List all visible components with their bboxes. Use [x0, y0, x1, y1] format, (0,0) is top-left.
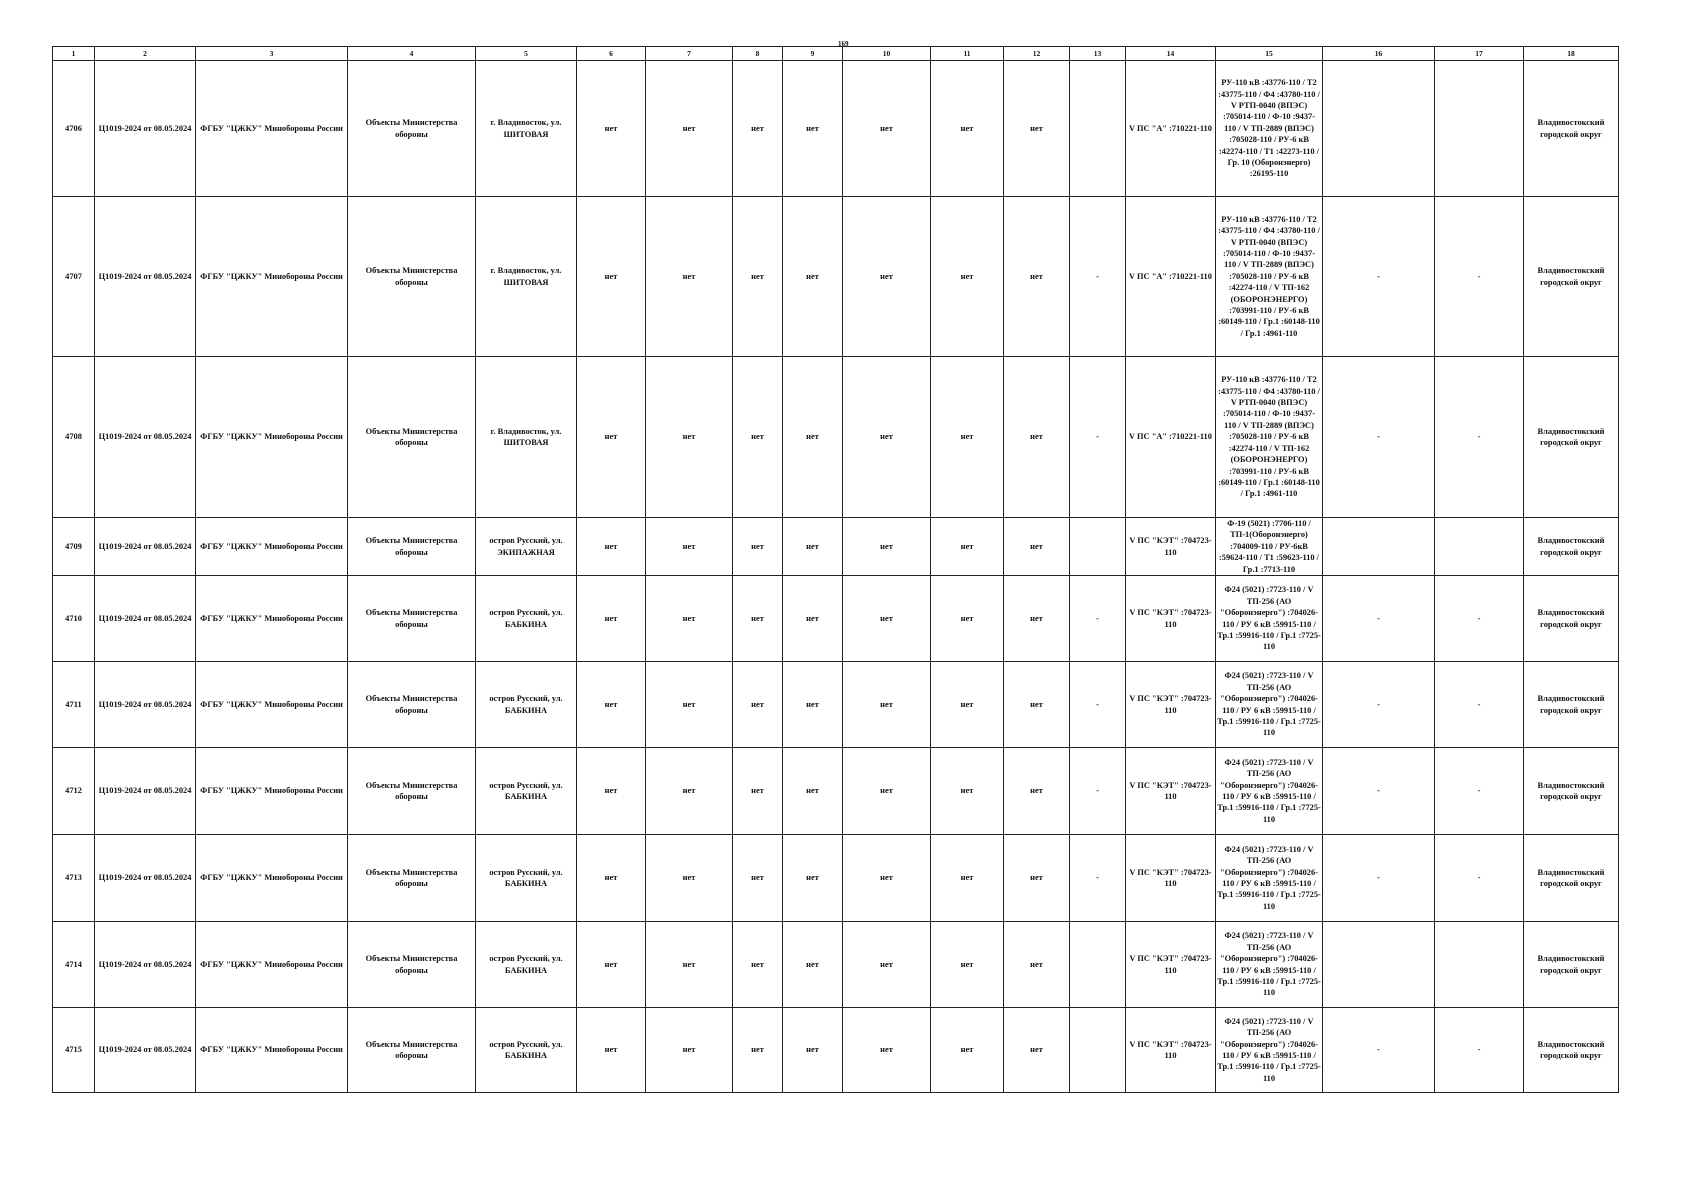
col16-cell: - [1323, 748, 1435, 835]
substation-cell: V ПС "А" :710221-110 [1126, 61, 1216, 197]
organization-cell: ФГБУ "ЦЖКУ" Минобороны России [196, 1008, 348, 1093]
col10-cell: нет [843, 197, 931, 357]
substation-cell: V ПС "А" :710221-110 [1126, 357, 1216, 518]
district-cell: Владивостокский городской округ [1524, 835, 1619, 922]
col11-cell: нет [931, 922, 1004, 1008]
row-number: 4707 [53, 197, 95, 357]
contract-cell: Ц1019-2024 от 08.05.2024 [95, 518, 196, 576]
col13-cell [1070, 922, 1126, 1008]
col17-cell: - [1435, 662, 1524, 748]
col12-cell: нет [1004, 197, 1070, 357]
col11-cell: нет [931, 576, 1004, 662]
col9-cell: нет [783, 922, 843, 1008]
address-cell: остров Русский, ул. БАБКИНА [476, 576, 577, 662]
col6-cell: нет [577, 1008, 646, 1093]
organization-cell: ФГБУ "ЦЖКУ" Минобороны России [196, 748, 348, 835]
col7-cell: нет [646, 1008, 733, 1093]
column-header-2: 2 [95, 47, 196, 61]
col6-cell: нет [577, 835, 646, 922]
col16-cell: - [1323, 835, 1435, 922]
address-cell: остров Русский, ул. БАБКИНА [476, 662, 577, 748]
col8-cell: нет [733, 357, 783, 518]
page-number: 169 [838, 40, 849, 48]
row-number: 4714 [53, 922, 95, 1008]
district-cell: Владивостокский городской округ [1524, 748, 1619, 835]
col17-cell: - [1435, 197, 1524, 357]
table-row [53, 357, 1619, 518]
organization-cell: ФГБУ "ЦЖКУ" Минобороны России [196, 662, 348, 748]
contract-cell: Ц1019-2024 от 08.05.2024 [95, 748, 196, 835]
column-header-15: 15 [1216, 47, 1323, 61]
column-header-14: 14 [1126, 47, 1216, 61]
col17-cell [1435, 518, 1524, 576]
col17-cell: - [1435, 1008, 1524, 1093]
col6-cell: нет [577, 748, 646, 835]
col11-cell: нет [931, 748, 1004, 835]
col13-cell: - [1070, 197, 1126, 357]
col16-cell [1323, 922, 1435, 1008]
district-cell: Владивостокский городской округ [1524, 1008, 1619, 1093]
address-cell: остров Русский, ул. ЭКИПАЖНАЯ [476, 518, 577, 576]
contract-cell: Ц1019-2024 от 08.05.2024 [95, 662, 196, 748]
col16-cell: - [1323, 662, 1435, 748]
object-cell: Объекты Министерства обороны [348, 1008, 476, 1093]
col11-cell: нет [931, 197, 1004, 357]
row-number: 4713 [53, 835, 95, 922]
col10-cell: нет [843, 662, 931, 748]
row-number: 4710 [53, 576, 95, 662]
organization-cell: ФГБУ "ЦЖКУ" Минобороны России [196, 518, 348, 576]
col7-cell: нет [646, 357, 733, 518]
address-cell: остров Русский, ул. БАБКИНА [476, 922, 577, 1008]
column-header-13: 13 [1070, 47, 1126, 61]
object-cell: Объекты Министерства обороны [348, 922, 476, 1008]
object-cell: Объекты Министерства обороны [348, 835, 476, 922]
col8-cell: нет [733, 61, 783, 197]
district-cell: Владивостокский городской округ [1524, 518, 1619, 576]
col6-cell: нет [577, 576, 646, 662]
object-cell: Объекты Министерства обороны [348, 61, 476, 197]
col12-cell: нет [1004, 576, 1070, 662]
district-cell: Владивостокский городской округ [1524, 922, 1619, 1008]
organization-cell: ФГБУ "ЦЖКУ" Минобороны России [196, 835, 348, 922]
column-header-5: 5 [476, 47, 577, 61]
district-cell: Владивостокский городской округ [1524, 576, 1619, 662]
registry-table [52, 46, 1619, 1093]
address-cell: г. Владивосток, ул. ШИТОВАЯ [476, 61, 577, 197]
col16-cell: - [1323, 576, 1435, 662]
col10-cell: нет [843, 748, 931, 835]
col17-cell: - [1435, 835, 1524, 922]
object-cell: Объекты Министерства обороны [348, 197, 476, 357]
col16-cell: - [1323, 197, 1435, 357]
col9-cell: нет [783, 1008, 843, 1093]
col16-cell: - [1323, 357, 1435, 518]
column-header-3: 3 [196, 47, 348, 61]
col17-cell: - [1435, 748, 1524, 835]
route-cell: Ф24 (5021) :7723-110 / V ТП-256 (АО "Оборонэнерго") :704026-110 / РУ 6 кВ :59915-110 / Тр.1 :59916-110 / Гр.1 :7725-110 [1216, 576, 1323, 662]
col12-cell: нет [1004, 61, 1070, 197]
substation-cell: V ПС "А" :710221-110 [1126, 197, 1216, 357]
col9-cell: нет [783, 518, 843, 576]
table-row [53, 61, 1619, 197]
col12-cell: нет [1004, 748, 1070, 835]
column-header-9: 9 [783, 47, 843, 61]
col10-cell: нет [843, 357, 931, 518]
column-header-16: 16 [1323, 47, 1435, 61]
organization-cell: ФГБУ "ЦЖКУ" Минобороны России [196, 197, 348, 357]
col8-cell: нет [733, 197, 783, 357]
organization-cell: ФГБУ "ЦЖКУ" Минобороны России [196, 576, 348, 662]
col12-cell: нет [1004, 835, 1070, 922]
column-header-18: 18 [1524, 47, 1619, 61]
column-header-4: 4 [348, 47, 476, 61]
col13-cell: - [1070, 662, 1126, 748]
route-cell: РУ-110 кВ :43776-110 / Т2 :43775-110 / Ф4 :43780-110 / V РТП-0040 (ВПЭС) :705014-110 / Ф-10 :9437-110 / V ТП-2889 (ВПЭС) :705028-110 / РУ-6 кВ :42274-110 / V ТП-162 (ОБОРОНЭНЕРГО) :703991-110 / РУ-6 кВ :60149-110 / Гр.1 :60148-110 / Гр.1 :4961-110 [1216, 197, 1323, 357]
col11-cell: нет [931, 518, 1004, 576]
address-cell: остров Русский, ул. БАБКИНА [476, 835, 577, 922]
col17-cell: - [1435, 576, 1524, 662]
column-header-11: 11 [931, 47, 1004, 61]
col16-cell [1323, 61, 1435, 197]
substation-cell: V ПС "КЭТ" :704723-110 [1126, 922, 1216, 1008]
object-cell: Объекты Министерства обороны [348, 662, 476, 748]
col17-cell: - [1435, 357, 1524, 518]
col8-cell: нет [733, 662, 783, 748]
column-header-10: 10 [843, 47, 931, 61]
row-number: 4708 [53, 357, 95, 518]
col9-cell: нет [783, 748, 843, 835]
substation-cell: V ПС "КЭТ" :704723-110 [1126, 748, 1216, 835]
col6-cell: нет [577, 197, 646, 357]
col12-cell: нет [1004, 357, 1070, 518]
organization-cell: ФГБУ "ЦЖКУ" Минобороны России [196, 61, 348, 197]
col8-cell: нет [733, 576, 783, 662]
substation-cell: V ПС "КЭТ" :704723-110 [1126, 1008, 1216, 1093]
column-header-6: 6 [577, 47, 646, 61]
col7-cell: нет [646, 518, 733, 576]
route-cell: Ф-19 (5021) :7706-110 / ТП-1(Оборонэнерго) :704009-110 / РУ-6кВ :59624-110 / Т1 :59623-110 / Гр.1 :7713-110 [1216, 518, 1323, 576]
row-number: 4712 [53, 748, 95, 835]
col11-cell: нет [931, 61, 1004, 197]
contract-cell: Ц1019-2024 от 08.05.2024 [95, 357, 196, 518]
district-cell: Владивостокский городской округ [1524, 357, 1619, 518]
col10-cell: нет [843, 61, 931, 197]
col13-cell: - [1070, 576, 1126, 662]
route-cell: Ф24 (5021) :7723-110 / V ТП-256 (АО "Оборонэнерго") :704026-110 / РУ 6 кВ :59915-110 / Тр.1 :59916-110 / Гр.1 :7725-110 [1216, 1008, 1323, 1093]
col13-cell [1070, 1008, 1126, 1093]
route-cell: Ф24 (5021) :7723-110 / V ТП-256 (АО "Оборонэнерго") :704026-110 / РУ 6 кВ :59915-110 / Тр.1 :59916-110 / Гр.1 :7725-110 [1216, 922, 1323, 1008]
column-header-17: 17 [1435, 47, 1524, 61]
col10-cell: нет [843, 922, 931, 1008]
col7-cell: нет [646, 835, 733, 922]
contract-cell: Ц1019-2024 от 08.05.2024 [95, 61, 196, 197]
object-cell: Объекты Министерства обороны [348, 357, 476, 518]
col8-cell: нет [733, 922, 783, 1008]
col9-cell: нет [783, 576, 843, 662]
col17-cell [1435, 922, 1524, 1008]
col11-cell: нет [931, 357, 1004, 518]
col8-cell: нет [733, 518, 783, 576]
col7-cell: нет [646, 748, 733, 835]
col13-cell: - [1070, 748, 1126, 835]
col6-cell: нет [577, 518, 646, 576]
col6-cell: нет [577, 357, 646, 518]
row-number: 4706 [53, 61, 95, 197]
organization-cell: ФГБУ "ЦЖКУ" Минобороны России [196, 357, 348, 518]
col6-cell: нет [577, 662, 646, 748]
col9-cell: нет [783, 357, 843, 518]
col12-cell: нет [1004, 922, 1070, 1008]
address-cell: остров Русский, ул. БАБКИНА [476, 1008, 577, 1093]
col7-cell: нет [646, 197, 733, 357]
row-number: 4709 [53, 518, 95, 576]
column-header-12: 12 [1004, 47, 1070, 61]
col9-cell: нет [783, 835, 843, 922]
col9-cell: нет [783, 662, 843, 748]
col16-cell: - [1323, 1008, 1435, 1093]
route-cell: РУ-110 кВ :43776-110 / Т2 :43775-110 / Ф4 :43780-110 / V РТП-0040 (ВПЭС) :705014-110 / Ф-10 :9437-110 / V ТП-2889 (ВПЭС) :705028-110 / РУ-6 кВ :42274-110 / Т1 :42273-110 / Гр. 10 (Оборонэнерго) :26195-110 [1216, 61, 1323, 197]
row-number: 4711 [53, 662, 95, 748]
table-row [53, 662, 1619, 748]
col13-cell [1070, 518, 1126, 576]
col6-cell: нет [577, 61, 646, 197]
col16-cell [1323, 518, 1435, 576]
col12-cell: нет [1004, 1008, 1070, 1093]
col12-cell: нет [1004, 662, 1070, 748]
table-row [53, 1008, 1619, 1093]
col11-cell: нет [931, 1008, 1004, 1093]
route-cell: РУ-110 кВ :43776-110 / Т2 :43775-110 / Ф4 :43780-110 / V РТП-0040 (ВПЭС) :705014-110 / Ф-10 :9437-110 / V ТП-2889 (ВПЭС) :705028-110 / РУ-6 кВ :42274-110 / V ТП-162 (ОБОРОНЭНЕРГО) :703991-110 / РУ-6 кВ :60149-110 / Гр.1 :60148-110 / Гр.1 :4961-110 [1216, 357, 1323, 518]
col10-cell: нет [843, 576, 931, 662]
col10-cell: нет [843, 1008, 931, 1093]
route-cell: Ф24 (5021) :7723-110 / V ТП-256 (АО "Оборонэнерго") :704026-110 / РУ 6 кВ :59915-110 / Тр.1 :59916-110 / Гр.1 :7725-110 [1216, 662, 1323, 748]
address-cell: г. Владивосток, ул. ШИТОВАЯ [476, 357, 577, 518]
col13-cell: - [1070, 357, 1126, 518]
col7-cell: нет [646, 576, 733, 662]
column-header-7: 7 [646, 47, 733, 61]
column-header-1: 1 [53, 47, 95, 61]
substation-cell: V ПС "КЭТ" :704723-110 [1126, 662, 1216, 748]
col8-cell: нет [733, 835, 783, 922]
column-header-8: 8 [733, 47, 783, 61]
organization-cell: ФГБУ "ЦЖКУ" Минобороны России [196, 922, 348, 1008]
col10-cell: нет [843, 518, 931, 576]
col7-cell: нет [646, 61, 733, 197]
substation-cell: V ПС "КЭТ" :704723-110 [1126, 576, 1216, 662]
page-bottom-margin [52, 1096, 1618, 1200]
table-row [53, 748, 1619, 835]
contract-cell: Ц1019-2024 от 08.05.2024 [95, 197, 196, 357]
table-row [53, 922, 1619, 1008]
col7-cell: нет [646, 922, 733, 1008]
col17-cell [1435, 61, 1524, 197]
col13-cell [1070, 61, 1126, 197]
district-cell: Владивостокский городской округ [1524, 61, 1619, 197]
contract-cell: Ц1019-2024 от 08.05.2024 [95, 835, 196, 922]
district-cell: Владивостокский городской округ [1524, 662, 1619, 748]
column-number-row [53, 47, 1619, 61]
contract-cell: Ц1019-2024 от 08.05.2024 [95, 1008, 196, 1093]
contract-cell: Ц1019-2024 от 08.05.2024 [95, 922, 196, 1008]
district-cell: Владивостокский городской округ [1524, 197, 1619, 357]
contract-cell: Ц1019-2024 от 08.05.2024 [95, 576, 196, 662]
col9-cell: нет [783, 197, 843, 357]
col8-cell: нет [733, 748, 783, 835]
col13-cell: - [1070, 835, 1126, 922]
col10-cell: нет [843, 835, 931, 922]
object-cell: Объекты Министерства обороны [348, 748, 476, 835]
address-cell: остров Русский, ул. БАБКИНА [476, 748, 577, 835]
object-cell: Объекты Министерства обороны [348, 518, 476, 576]
col11-cell: нет [931, 835, 1004, 922]
table-row [53, 835, 1619, 922]
table-row [53, 518, 1619, 576]
col8-cell: нет [733, 1008, 783, 1093]
route-cell: Ф24 (5021) :7723-110 / V ТП-256 (АО "Оборонэнерго") :704026-110 / РУ 6 кВ :59915-110 / Тр.1 :59916-110 / Гр.1 :7725-110 [1216, 835, 1323, 922]
table-row [53, 576, 1619, 662]
address-cell: г. Владивосток, ул. ШИТОВАЯ [476, 197, 577, 357]
col12-cell: нет [1004, 518, 1070, 576]
object-cell: Объекты Министерства обороны [348, 576, 476, 662]
substation-cell: V ПС "КЭТ" :704723-110 [1126, 518, 1216, 576]
col11-cell: нет [931, 662, 1004, 748]
col6-cell: нет [577, 922, 646, 1008]
col7-cell: нет [646, 662, 733, 748]
col9-cell: нет [783, 61, 843, 197]
table-row [53, 197, 1619, 357]
substation-cell: V ПС "КЭТ" :704723-110 [1126, 835, 1216, 922]
row-number: 4715 [53, 1008, 95, 1093]
route-cell: Ф24 (5021) :7723-110 / V ТП-256 (АО "Оборонэнерго") :704026-110 / РУ 6 кВ :59915-110 / Тр.1 :59916-110 / Гр.1 :7725-110 [1216, 748, 1323, 835]
